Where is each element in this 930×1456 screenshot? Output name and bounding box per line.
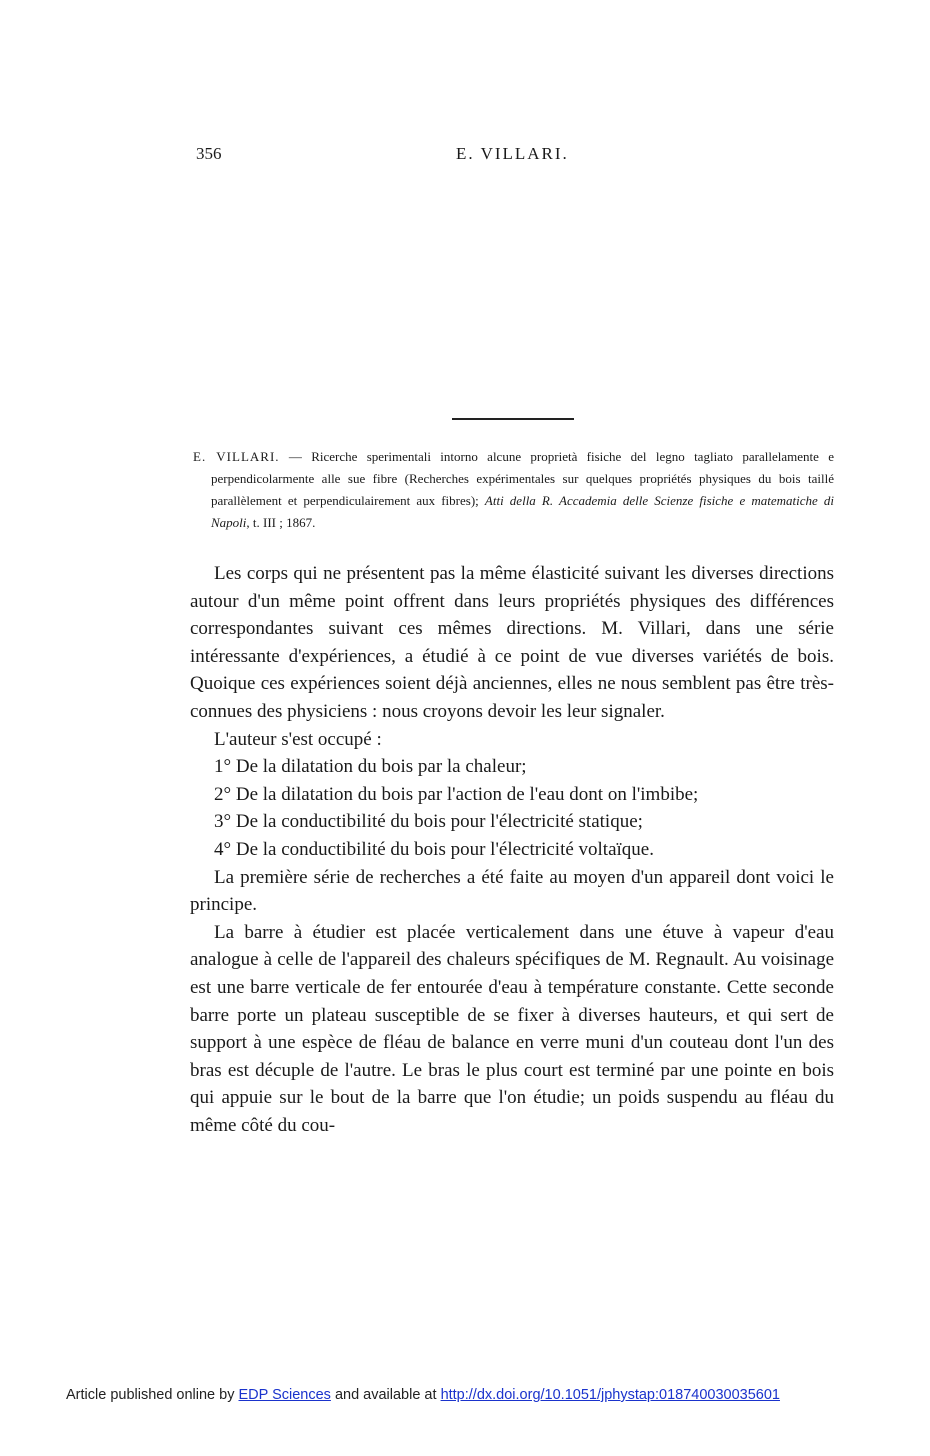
bibliographic-reference: [193, 446, 834, 534]
doi-link[interactable]: http://dx.doi.org/10.1051/jphystap:018740030035601: [440, 1387, 780, 1403]
running-head: E. VILLARI.: [456, 144, 569, 163]
publisher-link[interactable]: EDP Sciences: [238, 1387, 331, 1403]
paragraph-first-series: La première série de recherches a été faite au moyen d'un appareil dont voici le principe.: [190, 866, 834, 916]
footer-middle: and available at: [330, 1387, 441, 1403]
section-divider: [452, 418, 574, 420]
page-number: 356: [196, 144, 222, 163]
reference-author: E. VILLARI.: [193, 449, 280, 464]
body-text: [190, 560, 834, 1139]
paragraph-apparatus: La barre à étudier est placée verticalement dans une étuve à vapeur d'eau analogue à celle de l'appareil des chaleurs spécifiques de M. Regnault. Au voisinage est une barre verticale de fer entourée d'eau à température constante. Cette seconde barre porte un plateau susceptible de se fixer à diverses hauteurs, et qui sert de support à une espèce de fléau de balance en verre muni d'un couteau dont l'un des bras est décuple de l'autre. Le bras le plus court est terminé par une pointe en bois qui appuie sur le bout de la barre que l'on étudie; un poids suspendu au fléau du même côté du cou-: [190, 921, 834, 1136]
list-item-3: 3° De la conductibilité du bois pour l'électricité statique;: [214, 811, 643, 833]
reference-journal: Atti della R. Accademia delle Scienze fisiche e matematiche di Napoli: [211, 493, 834, 530]
list-item-4: 4° De la conductibilité du bois pour l'électricité voltaïque.: [214, 838, 654, 860]
footer-prefix: Article published online by: [66, 1387, 239, 1403]
publication-footer: [66, 1387, 780, 1403]
list-item-1: 1° De la dilatation du bois par la chaleur;: [214, 756, 527, 778]
paragraph-intro: Les corps qui ne présentent pas la même élasticité suivant les diverses directions autour d'un même point offrent dans leurs propriétés physiques des différences correspondantes suivant ces mêmes directions. M. Villari, dans une série intéressante d'expériences, a étudié à ce point de vue diverses variétés de bois. Quoique ces expériences soient déjà anciennes, elles ne nous semblent pas être très-connues des physiciens : nous croyons devoir les leur signaler.: [190, 563, 834, 722]
list-item-2: 2° De la dilatation du bois par l'action de l'eau dont on l'imbibe;: [214, 783, 699, 805]
reference-volume: , t. III ; 1867.: [246, 515, 316, 530]
paragraph-topics-lead: L'auteur s'est occupé :: [214, 728, 382, 750]
reference-text: — Ricerche sperimentali intorno alcune proprietà fisiche del legno tagliato parallelamente e perpendicolarmente alle sue fibre (Recherches expérimentales sur quelques propriétés physiques du bois taillé parallèlement et perpendiculairement aux fibres);: [211, 449, 834, 508]
